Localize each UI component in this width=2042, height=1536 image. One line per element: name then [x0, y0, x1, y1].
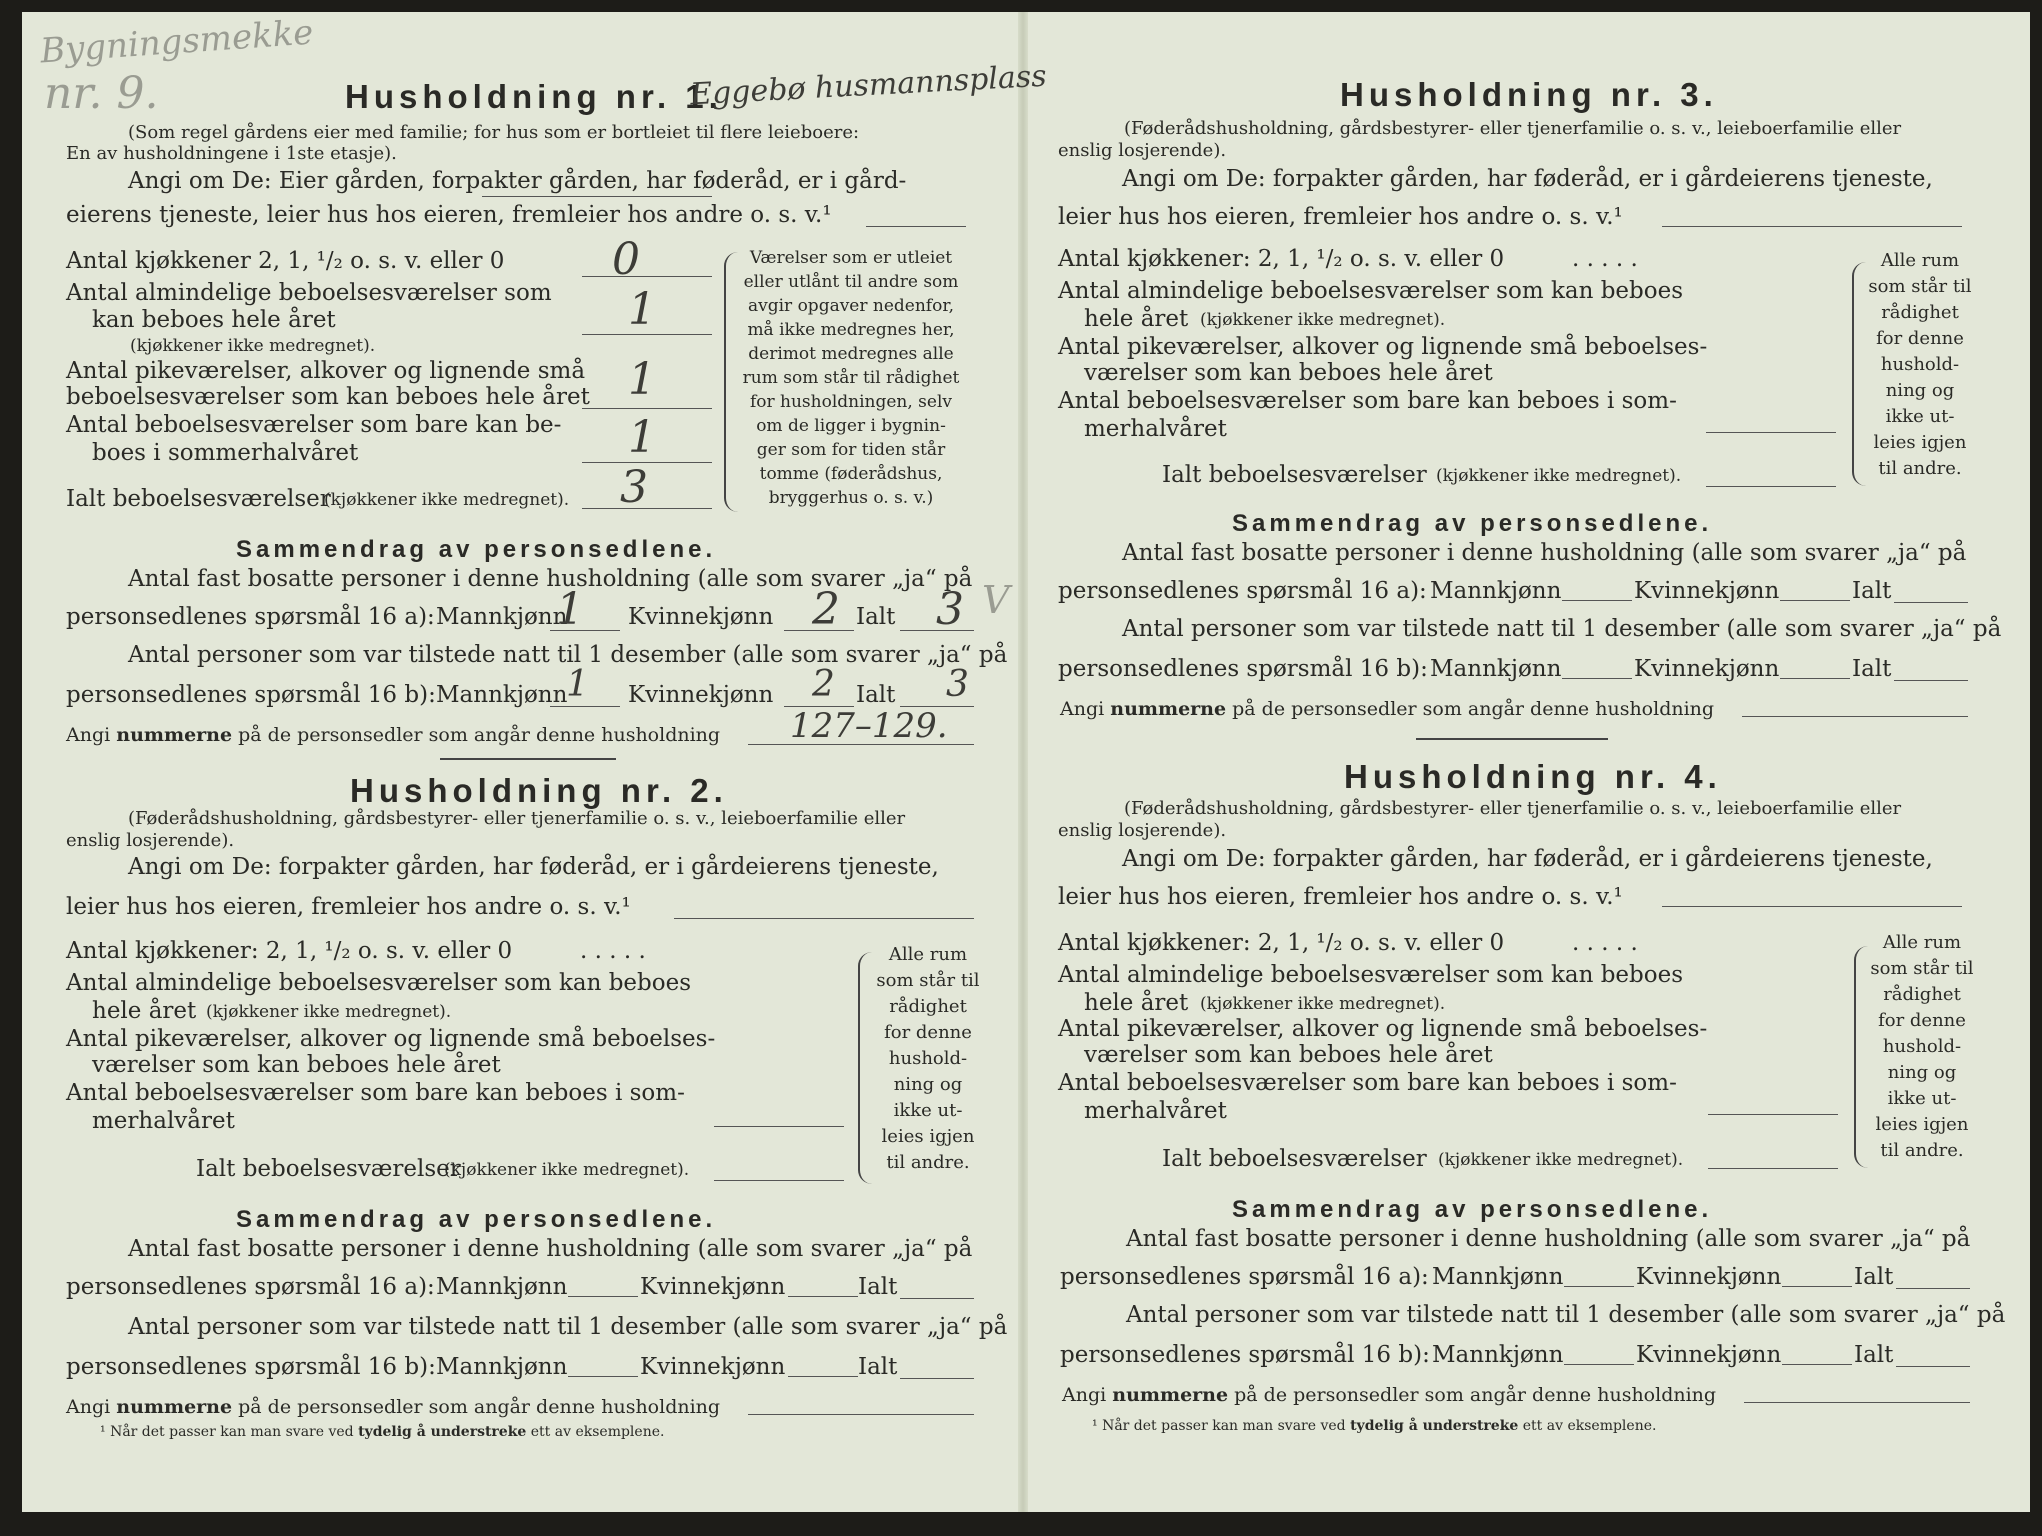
h2-q16b-kvinne-line [788, 1376, 858, 1377]
household-3-note-line1: (Føderådshusholdning, gårdsbestyrer- eller tjenerfamilie o. s. v., leieboerfamilie eller [1124, 118, 1902, 139]
h1-alm-line [582, 334, 712, 335]
h3-side-note-line: til andre. [1878, 458, 1962, 479]
household-2-angi-line2: leier hus hos eieren, fremleier hos andre o. s. v.¹ [66, 894, 631, 920]
right-footnote-pre: ¹ Når det passer kan man svare ved [1092, 1418, 1346, 1434]
h1-side-note-line: eller utlånt til andre som [743, 272, 959, 292]
household-1-handwritten-title: Eggebø husmannsplass [689, 58, 1048, 113]
h4-q16b-kvinne-line [1782, 1364, 1852, 1365]
h4-kjokkener-label: Antal kjøkkener: 2, 1, ¹/₂ o. s. v. eller 0 [1058, 930, 1505, 956]
household-1-title: Husholdning nr. 1. [345, 78, 723, 115]
page-fold [1018, 12, 1028, 1512]
h2-ialt-label: Ialt beboelsesværelser [196, 1156, 461, 1182]
h1-alm-label1: Antal almindelige beboelsesværelser som [66, 280, 552, 306]
h1-side-note-line: rum som står til rådighet [742, 368, 960, 388]
h2-pike-label2: værelser som kan beboes hele året [92, 1052, 501, 1078]
left-footnote-post: ett av eksemplene. [530, 1424, 665, 1440]
h3-q16a-line1: Antal fast bosatte personer i denne husholdning (alle som svarer „ja“ på [1122, 540, 1967, 566]
household-3-note-line2: enslig losjerende). [1058, 140, 1227, 161]
h1-pike-line [582, 408, 712, 409]
household-1-note-line2: En av husholdningene i 1ste etasje). [66, 143, 397, 164]
h3-pike-label2: værelser som kan beboes hele året [1084, 360, 1493, 386]
h3-side-note-line: hushold- [1880, 354, 1960, 375]
h4-pike-label2: værelser som kan beboes hele året [1084, 1042, 1493, 1068]
h3-q16b-mann-line [1562, 678, 1632, 679]
h3-sommer-label2: merhalvåret [1084, 416, 1227, 442]
h4-sommer-line [1708, 1114, 1838, 1115]
h4-nummer-bold: nummerne [1112, 1384, 1229, 1406]
h3-alm-label2: hele året [1084, 306, 1189, 332]
h3-ialt-note: (kjøkkener ikke medregnet). [1436, 466, 1682, 486]
h1-q16b-kvinne-label: Kvinnekjønn [628, 682, 774, 708]
h2-side-note-line: som står til [876, 970, 980, 991]
h1-q16a-ialt-value: 3 [936, 584, 964, 635]
h4-ialt-line [1708, 1168, 1838, 1169]
h2-q16b-mann-line [568, 1376, 638, 1377]
h4-side-note-line: hushold- [1882, 1036, 1962, 1057]
h1-q16a-line1: Antal fast bosatte personer i denne husholdning (alle som svarer „ja“ på [128, 566, 973, 592]
h3-alm-note: (kjøkkener ikke medregnet). [1200, 310, 1446, 330]
h4-q16a-mann-label: Mannkjønn [1432, 1264, 1564, 1290]
h3-h4-separator [1416, 738, 1608, 740]
h1-q16b-mann-line [550, 706, 620, 707]
household-2-title: Husholdning nr. 2. [350, 772, 728, 809]
h1-check-mark: V [982, 578, 1010, 622]
h4-ialt-note: (kjøkkener ikke medregnet). [1438, 1150, 1684, 1170]
household-1-forpakter-underline [482, 196, 712, 197]
h1-nummer-value: 127–129. [790, 706, 948, 746]
h4-alm-label1: Antal almindelige beboelsesværelser som kan beboes [1058, 962, 1684, 988]
h4-side-note-line: ikke ut- [1887, 1088, 1957, 1109]
h4-alm-label2: hele året [1084, 990, 1189, 1016]
h4-sommer-label1: Antal beboelsesværelser som bare kan beboes i som- [1058, 1070, 1677, 1096]
h2-q16a-line2: personsedlenes spørsmål 16 a): [66, 1274, 435, 1300]
h2-q16a-line1: Antal fast bosatte personer i denne husholdning (alle som svarer „ja“ på [128, 1236, 973, 1262]
h3-side-note-line: Alle rum [1880, 250, 1960, 271]
h1-pike-value: 1 [628, 354, 656, 405]
h1-alm-value: 1 [628, 284, 656, 335]
h2-ialt-note: (kjøkkener ikke medregnet). [444, 1160, 690, 1180]
left-footnote [100, 1424, 664, 1440]
h2-side-note-line: for denne [884, 1022, 972, 1043]
h2-side-note-line: Alle rum [888, 944, 968, 965]
h3-q16a-mann-label: Mannkjønn [1430, 578, 1562, 604]
h3-q16b-ialt-label: Ialt [1852, 656, 1892, 682]
h3-q16a-ialt-line [1894, 602, 1968, 603]
h3-kjokkener-dots: . . . . . [1572, 246, 1638, 272]
h1-ialt-line [582, 508, 712, 509]
h4-pike-label1: Antal pikeværelser, alkover og lignende små beboelses- [1058, 1016, 1708, 1042]
h3-side-note-line: leies igjen [1873, 432, 1967, 453]
h4-side-note-line: for denne [1878, 1010, 1966, 1031]
h3-side-note [1860, 248, 1980, 482]
h4-side-note-line: til andre. [1880, 1140, 1964, 1161]
h1-kjokkener-value: 0 [612, 234, 640, 285]
h4-side-note-line: leies igjen [1875, 1114, 1969, 1135]
h2-q16a-kvinne-label: Kvinnekjønn [640, 1274, 786, 1300]
h3-q16a-kvinne-label: Kvinnekjønn [1634, 578, 1780, 604]
h3-ialt-label: Ialt beboelsesværelser [1162, 462, 1427, 488]
h1-q16a-mann-line [550, 630, 620, 631]
h1-q16b-kvinne-value: 2 [812, 664, 835, 705]
h3-side-note-line: ikke ut- [1885, 406, 1955, 427]
h1-q16a-mann-label: Mannkjønn [436, 604, 568, 630]
h4-q16a-kvinne-label: Kvinnekjønn [1636, 1264, 1782, 1290]
h2-sommer-line [714, 1126, 844, 1127]
household-3-angi-line2: leier hus hos eieren, fremleier hos andre o. s. v.¹ [1058, 204, 1623, 230]
household-4-angi-line2: leier hus hos eieren, fremleier hos andre o. s. v.¹ [1058, 884, 1623, 910]
h2-q16b-kvinne-label: Kvinnekjønn [640, 1354, 786, 1380]
h4-ialt-label: Ialt beboelsesværelser [1162, 1146, 1427, 1172]
h2-alm-label2: hele året [92, 998, 197, 1024]
h2-kjokkener-label: Antal kjøkkener: 2, 1, ¹/₂ o. s. v. eller 0 [66, 938, 513, 964]
h4-side-note-line: som står til [1870, 958, 1974, 979]
h1-q16b-ialt-label: Ialt [856, 682, 896, 708]
h3-side-note-line: som står til [1868, 276, 1972, 297]
h3-side-note-line: ning og [1885, 380, 1955, 401]
h1-side-note-line: ger som for tiden står [756, 440, 946, 460]
h3-sommer-line [1706, 432, 1836, 433]
left-footnote-pre: ¹ Når det passer kan man svare ved [100, 1424, 354, 1440]
h1-q16a-line2: personsedlenes spørsmål 16 a): [66, 604, 435, 630]
h3-q16b-kvinne-label: Kvinnekjønn [1634, 656, 1780, 682]
h2-q16a-mann-line [568, 1296, 638, 1297]
h1-sommer-label2: boes i sommerhalvåret [92, 440, 359, 466]
h1-h2-separator [440, 758, 616, 760]
h4-q16a-ialt-label: Ialt [1854, 1264, 1894, 1290]
household-3-angi-answer-line [1662, 226, 1962, 227]
h2-q16b-mann-label: Mannkjønn [436, 1354, 568, 1380]
h4-q16b-kvinne-label: Kvinnekjønn [1636, 1342, 1782, 1368]
h2-ialt-line [714, 1180, 844, 1181]
h1-q16b-line1: Antal personer som var tilstede natt til 1 desember (alle som svarer „ja“ på [128, 642, 1008, 668]
h1-nummer-pre: Angi [66, 724, 111, 746]
h4-nummer-post: på de personsedler som angår denne husholdning [1234, 1384, 1717, 1406]
household-2-note-line2: enslig losjerende). [66, 830, 235, 851]
h3-q16b-line1: Antal personer som var tilstede natt til 1 desember (alle som svarer „ja“ på [1122, 616, 2002, 642]
household-4-title: Husholdning nr. 4. [1344, 758, 1722, 795]
h1-side-note-line: tomme (føderådshus, [759, 464, 943, 484]
h1-q16b-mann-label: Mannkjønn [436, 682, 568, 708]
left-footnote-bold: tydelig å understreke [358, 1424, 527, 1440]
h2-side-note-line: til andre. [886, 1152, 970, 1173]
right-footnote-bold: tydelig å understreke [1350, 1418, 1519, 1434]
household-3-title: Husholdning nr. 3. [1340, 76, 1718, 113]
h1-side-note-line: derimot medregnes alle [748, 344, 954, 364]
household-4-note-line2: enslig losjerende). [1058, 820, 1227, 841]
h3-summary-heading: Sammendrag av personsedlene. [1232, 510, 1713, 537]
h3-alm-label1: Antal almindelige beboelsesværelser som kan beboes [1058, 278, 1684, 304]
household-1-note-line1: (Som regel gårdens eier med familie; for hus som er bortleiet til flere leieboere: [128, 122, 860, 143]
household-2-note-line1: (Føderådshusholdning, gårdsbestyrer- eller tjenerfamilie o. s. v., leieboerfamilie eller [128, 808, 906, 829]
h1-q16a-kvinne-line [784, 630, 854, 631]
h2-summary-heading: Sammendrag av personsedlene. [236, 1206, 717, 1233]
household-4-angi-line1: Angi om De: forpakter gården, har føderåd, er i gårdeierens tjeneste, [1122, 846, 1933, 872]
h2-q16b-ialt-label: Ialt [858, 1354, 898, 1380]
h1-q16a-kvinne-label: Kvinnekjønn [628, 604, 774, 630]
h1-sommer-label1: Antal beboelsesværelser som bare kan be- [66, 412, 562, 438]
h3-nummer-bold: nummerne [1110, 698, 1227, 720]
h1-side-note-line: må ikke medregnes her, [747, 320, 955, 340]
h1-side-note-line: for husholdningen, selv [749, 392, 953, 412]
h1-side-note-line: avgir opgaver nedenfor, [747, 296, 954, 316]
h2-q16a-ialt-line [900, 1298, 974, 1299]
h3-side-note-line: for denne [1876, 328, 1964, 349]
h4-q16b-line2: personsedlenes spørsmål 16 b): [1060, 1342, 1430, 1368]
household-2-angi-line1: Angi om De: forpakter gården, har føderåd, er i gårdeierens tjeneste, [128, 854, 939, 880]
h4-q16a-kvinne-line [1782, 1286, 1852, 1287]
h1-side-note-line: om de ligger i bygnin- [756, 416, 946, 436]
h1-q16a-ialt-label: Ialt [856, 604, 896, 630]
h2-alm-note: (kjøkkener ikke medregnet). [206, 1002, 452, 1022]
h2-nummer-post: på de personsedler som angår denne husholdning [238, 1396, 721, 1418]
h4-kjokkener-dots: . . . . . [1572, 930, 1638, 956]
h1-ialt-value: 3 [620, 462, 648, 513]
h4-q16b-ialt-label: Ialt [1854, 1342, 1894, 1368]
h4-alm-note: (kjøkkener ikke medregnet). [1200, 994, 1446, 1014]
h2-q16a-kvinne-line [788, 1296, 858, 1297]
h4-nummer-pre: Angi [1062, 1384, 1107, 1406]
h2-nummer-bold: nummerne [116, 1396, 233, 1418]
h3-q16a-line2: personsedlenes spørsmål 16 a): [1058, 578, 1427, 604]
h2-q16a-ialt-label: Ialt [858, 1274, 898, 1300]
h2-q16a-mann-label: Mannkjønn [436, 1274, 568, 1300]
h1-side-note [736, 246, 966, 510]
h1-q16b-mann-value: 1 [566, 664, 589, 705]
household-1-angi-line1: Angi om De: Eier gården, forpakter gården, har føderåd, er i gård- [128, 168, 907, 194]
h2-side-note-line: hushold- [888, 1048, 968, 1069]
h1-q16b-line2: personsedlenes spørsmål 16 b): [66, 682, 436, 708]
h1-ialt-note: (kjøkkener ikke medregnet). [324, 490, 570, 510]
h1-q16b-ialt-value: 3 [946, 664, 969, 705]
h1-summary-heading: Sammendrag av personsedlene. [236, 536, 717, 563]
household-1-angi-answer-line [866, 226, 966, 227]
h3-nummer-post: på de personsedler som angår denne husholdning [1232, 698, 1715, 720]
household-3-angi-line1: Angi om De: forpakter gården, har føderåd, er i gårdeierens tjeneste, [1122, 166, 1933, 192]
right-footnote [1092, 1418, 1656, 1434]
h1-ialt-label: Ialt beboelsesværelser [66, 486, 331, 512]
h3-nummer-pre: Angi [1060, 698, 1105, 720]
h4-q16b-mann-label: Mannkjønn [1432, 1342, 1564, 1368]
h4-side-note-line: Alle rum [1882, 932, 1962, 953]
h2-nummer-line [66, 1396, 720, 1418]
h4-nummer-line [1062, 1384, 1716, 1406]
h1-alm-label2: kan beboes hele året [92, 307, 336, 333]
h1-q16a-mann-value: 1 [556, 584, 584, 635]
h4-q16a-ialt-line [1896, 1288, 1970, 1289]
h3-ialt-line [1706, 486, 1836, 487]
h1-q16a-ialt-line [900, 630, 974, 631]
h3-q16a-mann-line [1562, 600, 1632, 601]
household-2-angi-answer-line [674, 918, 974, 919]
h3-q16a-kvinne-line [1780, 600, 1850, 601]
h4-q16a-line1: Antal fast bosatte personer i denne husholdning (alle som svarer „ja“ på [1126, 1226, 1971, 1252]
h2-alm-label1: Antal almindelige beboelsesværelser som kan beboes [66, 970, 692, 996]
h4-side-note-line: rådighet [1883, 984, 1961, 1005]
household-4-angi-answer-line [1662, 906, 1962, 907]
h4-sommer-label2: merhalvåret [1084, 1098, 1227, 1124]
h4-q16b-mann-line [1564, 1364, 1634, 1365]
h2-kjokkener-dots: . . . . . [580, 938, 646, 964]
h1-nummer-line [66, 724, 720, 746]
household-4-note-line1: (Føderådshusholdning, gårdsbestyrer- eller tjenerfamilie o. s. v., leieboerfamilie eller [1124, 798, 1902, 819]
h1-pike-label2: beboelsesværelser som kan beboes hele året [66, 384, 590, 410]
h2-q16b-line2: personsedlenes spørsmål 16 b): [66, 1354, 436, 1380]
h1-sommer-value: 1 [628, 412, 656, 463]
h4-q16a-line2: personsedlenes spørsmål 16 a): [1060, 1264, 1429, 1290]
h4-summary-heading: Sammendrag av personsedlene. [1232, 1196, 1713, 1223]
h1-nummer-bold: nummerne [116, 724, 233, 746]
h3-q16b-ialt-line [1894, 680, 1968, 681]
h1-side-note-line: bryggerhus o. s. v.) [768, 488, 934, 508]
h3-pike-label1: Antal pikeværelser, alkover og lignende små beboelses- [1058, 334, 1708, 360]
h3-kjokkener-label: Antal kjøkkener: 2, 1, ¹/₂ o. s. v. eller 0 [1058, 246, 1505, 272]
h4-nummer-rule [1744, 1402, 1970, 1403]
h2-nummer-rule [748, 1414, 974, 1415]
h2-side-note-line: ikke ut- [893, 1100, 963, 1121]
h3-nummer-line [1060, 698, 1714, 720]
h1-nummer-rule [748, 744, 974, 745]
h2-q16b-line1: Antal personer som var tilstede natt til 1 desember (alle som svarer „ja“ på [128, 1314, 1008, 1340]
h4-side-note-line: ning og [1887, 1062, 1957, 1083]
h1-alm-label3: (kjøkkener ikke medregnet). [130, 336, 376, 356]
h2-side-note [868, 942, 988, 1176]
h1-pike-label1: Antal pikeværelser, alkover og lignende små [66, 358, 586, 384]
h3-sommer-label1: Antal beboelsesværelser som bare kan beboes i som- [1058, 388, 1677, 414]
h1-kjokkener-label: Antal kjøkkener 2, 1, ¹/₂ o. s. v. eller 0 [66, 248, 505, 274]
h1-kjokkener-line [582, 276, 712, 277]
h3-q16b-kvinne-line [1780, 678, 1850, 679]
h3-q16a-ialt-label: Ialt [1852, 578, 1892, 604]
h4-q16a-mann-line [1564, 1286, 1634, 1287]
h4-q16b-line1: Antal personer som var tilstede natt til 1 desember (alle som svarer „ja“ på [1126, 1302, 2006, 1328]
h3-q16b-line2: personsedlenes spørsmål 16 b): [1058, 656, 1428, 682]
h4-q16b-ialt-line [1896, 1366, 1970, 1367]
right-footnote-post: ett av eksemplene. [1522, 1418, 1657, 1434]
h2-nummer-pre: Angi [66, 1396, 111, 1418]
h3-side-note-line: rådighet [1881, 302, 1959, 323]
h2-pike-label1: Antal pikeværelser, alkover og lignende små beboelses- [66, 1026, 716, 1052]
household-1-angi-line2: eierens tjeneste, leier hus hos eieren, fremleier hos andre o. s. v.¹ [66, 202, 832, 228]
h2-sommer-label1: Antal beboelsesværelser som bare kan beboes i som- [66, 1080, 685, 1106]
h4-side-note [1862, 930, 1982, 1164]
h3-nummer-rule [1742, 716, 1968, 717]
h2-sommer-label2: merhalvåret [92, 1108, 235, 1134]
h1-q16a-kvinne-value: 2 [812, 584, 840, 635]
h2-side-note-line: ning og [893, 1074, 963, 1095]
h3-q16b-mann-label: Mannkjønn [1430, 656, 1562, 682]
h2-side-note-line: rådighet [889, 996, 967, 1017]
pencil-note-top: Bygningsmekke [38, 12, 315, 72]
h2-q16b-ialt-line [900, 1378, 974, 1379]
h1-side-note-line: Værelser som er utleiet [749, 248, 953, 268]
pencil-note-side: nr. 9. [44, 68, 159, 119]
h2-side-note-line: leies igjen [881, 1126, 975, 1147]
h1-nummer-post: på de personsedler som angår denne husholdning [238, 724, 721, 746]
